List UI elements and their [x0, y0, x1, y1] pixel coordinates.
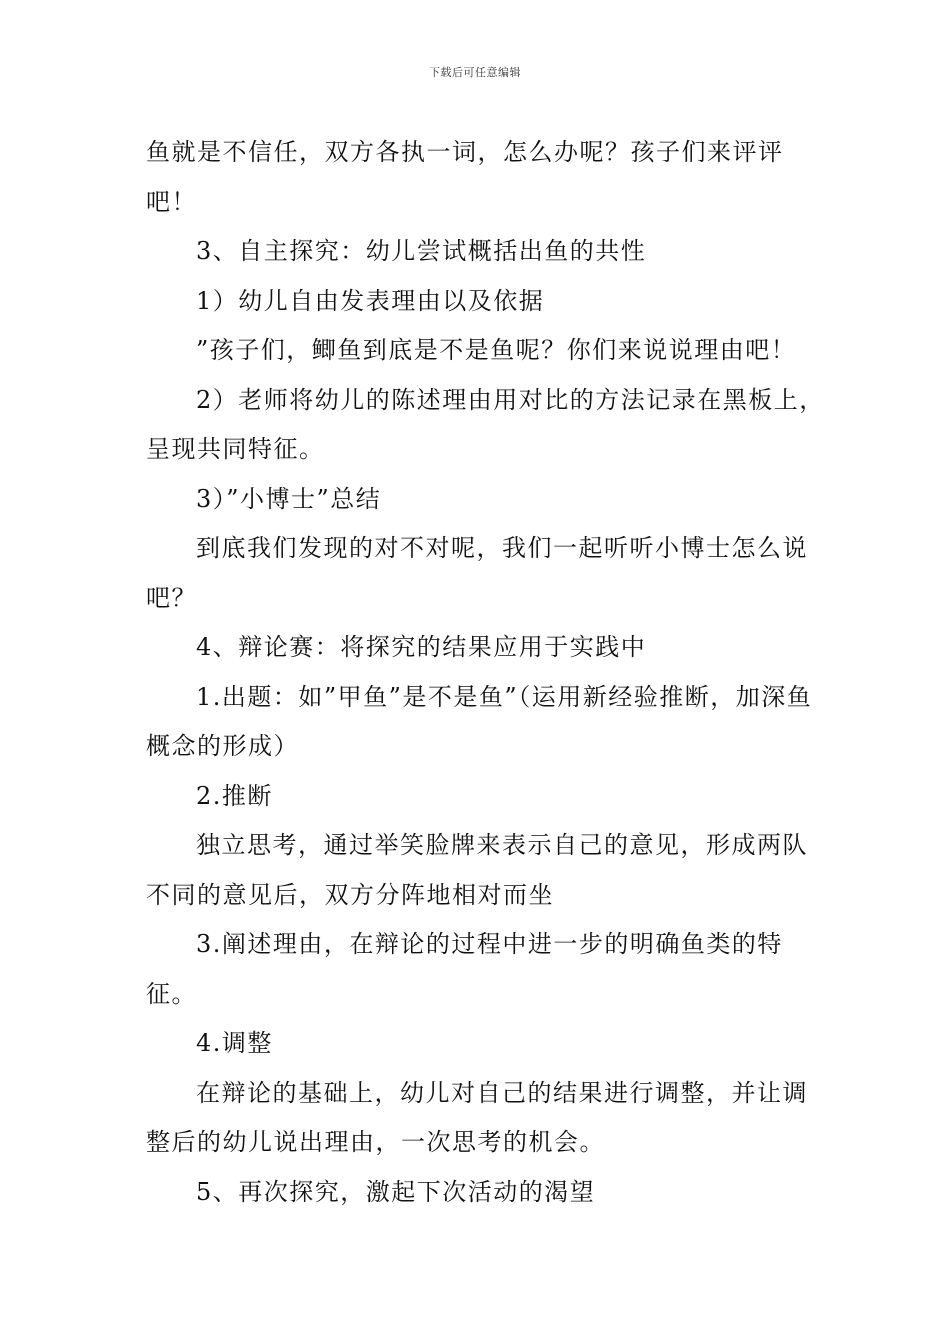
section-heading-5: 5、再次探究，激起下次活动的渴望	[196, 1177, 596, 1206]
document-body	[146, 128, 826, 1217]
paragraph-text: 独立思考，通过举笑脸牌来表示自己的意见，形成两队不同的意见后，双方分阵地相对而坐	[146, 831, 808, 909]
sub-item-2: 2）老师将幼儿的陈述理由用对比的方法记录在黑板上，呈现共同特征。	[146, 385, 825, 463]
section-heading-3: 3、自主探究：幼儿尝试概括出鱼的共性	[196, 237, 647, 265]
teacher-quote: ”孩子们，鲫鱼到底是不是鱼呢？你们来说说理由吧！	[196, 336, 797, 364]
sub-item-3: 3）”小博士”总结	[196, 484, 382, 513]
paragraph-continuation: 鱼就是不信任，双方各执一词，怎么办呢？孩子们来评评吧！	[146, 138, 784, 216]
step-item-4: 4.调整	[196, 1029, 273, 1057]
paragraph-text: 到底我们发现的对不对呢，我们一起听听小博士怎么说吧？	[146, 534, 808, 612]
step-item-3: 3.阐述理由，在辩论的过程中进一步的明确鱼类的特征。	[146, 930, 783, 1008]
step-item-2: 2.推断	[196, 781, 273, 810]
section-heading-4: 4、辩论赛：将探究的结果应用于实践中	[196, 633, 647, 661]
step-item-1: 1.出题：如”甲鱼”是不是鱼”（运用新经验推断，加深鱼概念的形成）	[146, 682, 813, 760]
page-header: 下载后可任意编辑	[429, 66, 521, 79]
sub-item-1: 1）幼儿自由发表理由以及依据	[196, 286, 545, 315]
paragraph-text: 在辩论的基础上，幼儿对自己的结果进行调整，并让调整后的幼儿说出理由，一次思考的机会。	[146, 1078, 808, 1156]
